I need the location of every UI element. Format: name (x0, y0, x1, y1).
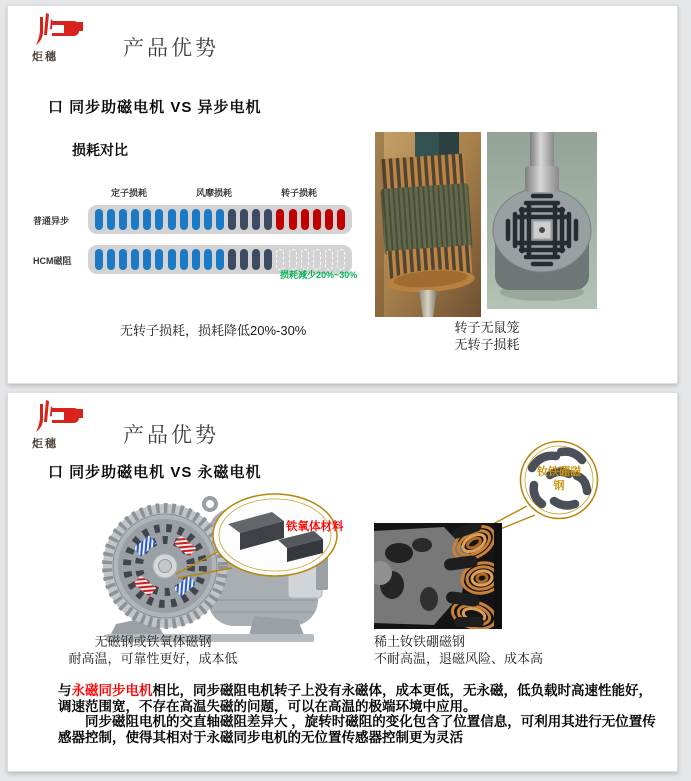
loss-pill (143, 249, 151, 270)
loss-pill (276, 209, 284, 230)
synchronous-motor-render (58, 488, 358, 643)
loss-pill (228, 209, 236, 230)
loss-pill (240, 249, 248, 270)
ndfeb-magnet-label: 钕铁硼磁钢 (537, 466, 581, 492)
loss-pill (325, 209, 333, 230)
chart-title: 损耗对比 (72, 142, 128, 158)
page-title: 产品优势 (123, 423, 219, 447)
segment-label-stator: 定子损耗 (110, 188, 148, 198)
loss-pill (337, 249, 345, 270)
loss-pill (301, 209, 309, 230)
company-name: 炬穗 (32, 51, 58, 63)
loss-pill (289, 249, 297, 270)
loss-pill (337, 209, 345, 230)
loss-pill (131, 249, 139, 270)
para1-prefix: 与 (58, 683, 72, 698)
segment-label-friction: 风摩损耗 (195, 188, 233, 198)
loss-pill (252, 249, 260, 270)
slide1-summary-note: 无转子损耗，损耗降低20%-30% (120, 323, 307, 338)
loss-pill (168, 209, 176, 230)
copper-rotor-photo (375, 132, 481, 317)
loss-pill (143, 209, 151, 230)
loss-pill (276, 249, 284, 270)
caption-line-2: 不耐高温，退磁风险、成本高 (374, 651, 544, 666)
loss-pill (168, 249, 176, 270)
caption-line-1: 无磁钢或铁氧体磁钢 (94, 634, 212, 649)
slide-2 (7, 392, 678, 772)
flame-flag-logo-icon (30, 399, 86, 439)
loss-pill (155, 209, 163, 230)
ndfeb-motor-caption (374, 633, 604, 667)
ferrite-motor-caption (48, 633, 258, 667)
loss-pill (155, 249, 163, 270)
caption-line-1: 稀土钕铁硼磁钢 (374, 634, 466, 649)
loss-pill (192, 249, 200, 270)
loss-pill (192, 209, 200, 230)
loss-pill (204, 209, 212, 230)
loss-pill (240, 209, 248, 230)
para2: 同步磁阻电机的交直轴磁阻差异大 ，旋转时磁阻的变化包含了位置信息，可利用其进行无位置传感器控制，使得其相对于永磁同步电机的无位置传感器控制更为灵活 (58, 714, 656, 745)
ferrite-material-label: 铁氧体材料 (286, 521, 344, 533)
loss-pill (180, 209, 188, 230)
row-label-async: 普通异步 (33, 216, 70, 226)
para1-rest: 相比，同步磁阻电机转子上没有永磁体，成本更低，无永磁，低负载时高速性能好，调速范围宽，不存在高温失磁的问题，可以在高温的极端环境中应用。 (58, 683, 652, 714)
pm-stator-photo (374, 523, 502, 629)
section-heading: 口 同步助磁电机 VS 永磁电机 (48, 464, 262, 481)
flame-flag-logo-icon (30, 12, 86, 52)
loss-reduction-note: 损耗减少20%~30% (280, 270, 358, 280)
loss-pill (301, 249, 309, 270)
loss-pill (216, 249, 224, 270)
caption-line-1: 转子无鼠笼 (454, 320, 520, 335)
comparison-paragraph (58, 683, 664, 745)
loss-pill (325, 249, 333, 270)
loss-pill (119, 249, 127, 270)
slide-1 (7, 5, 678, 384)
company-name: 炬穗 (32, 438, 58, 450)
loss-pill (228, 249, 236, 270)
loss-pill (264, 209, 272, 230)
loss-pill (95, 249, 103, 270)
rotor-photo-caption (432, 319, 542, 353)
loss-pill (289, 209, 297, 230)
loss-bar-async (88, 205, 352, 234)
loss-pill (252, 209, 260, 230)
row-label-hcm: HCM磁阻 (33, 256, 72, 266)
loss-pill (107, 209, 115, 230)
page-title: 产品优势 (123, 36, 219, 60)
caption-line-2: 无转子损耗 (454, 337, 520, 352)
segment-label-rotor: 转子损耗 (280, 188, 318, 198)
loss-pill (95, 209, 103, 230)
loss-pill (119, 209, 127, 230)
loss-pill (313, 209, 321, 230)
loss-pill (107, 249, 115, 270)
loss-pill (180, 249, 188, 270)
para1-highlight: 永磁同步电机 (71, 683, 153, 698)
loss-pill (204, 249, 212, 270)
loss-pill (216, 209, 224, 230)
loss-pill (131, 209, 139, 230)
caption-line-2: 耐高温，可靠性更好，成本低 (68, 651, 238, 666)
loss-pill (313, 249, 321, 270)
loss-pill (264, 249, 272, 270)
section-heading: 口 同步助磁电机 VS 异步电机 (48, 99, 262, 116)
reluctance-rotor-photo (487, 132, 597, 309)
